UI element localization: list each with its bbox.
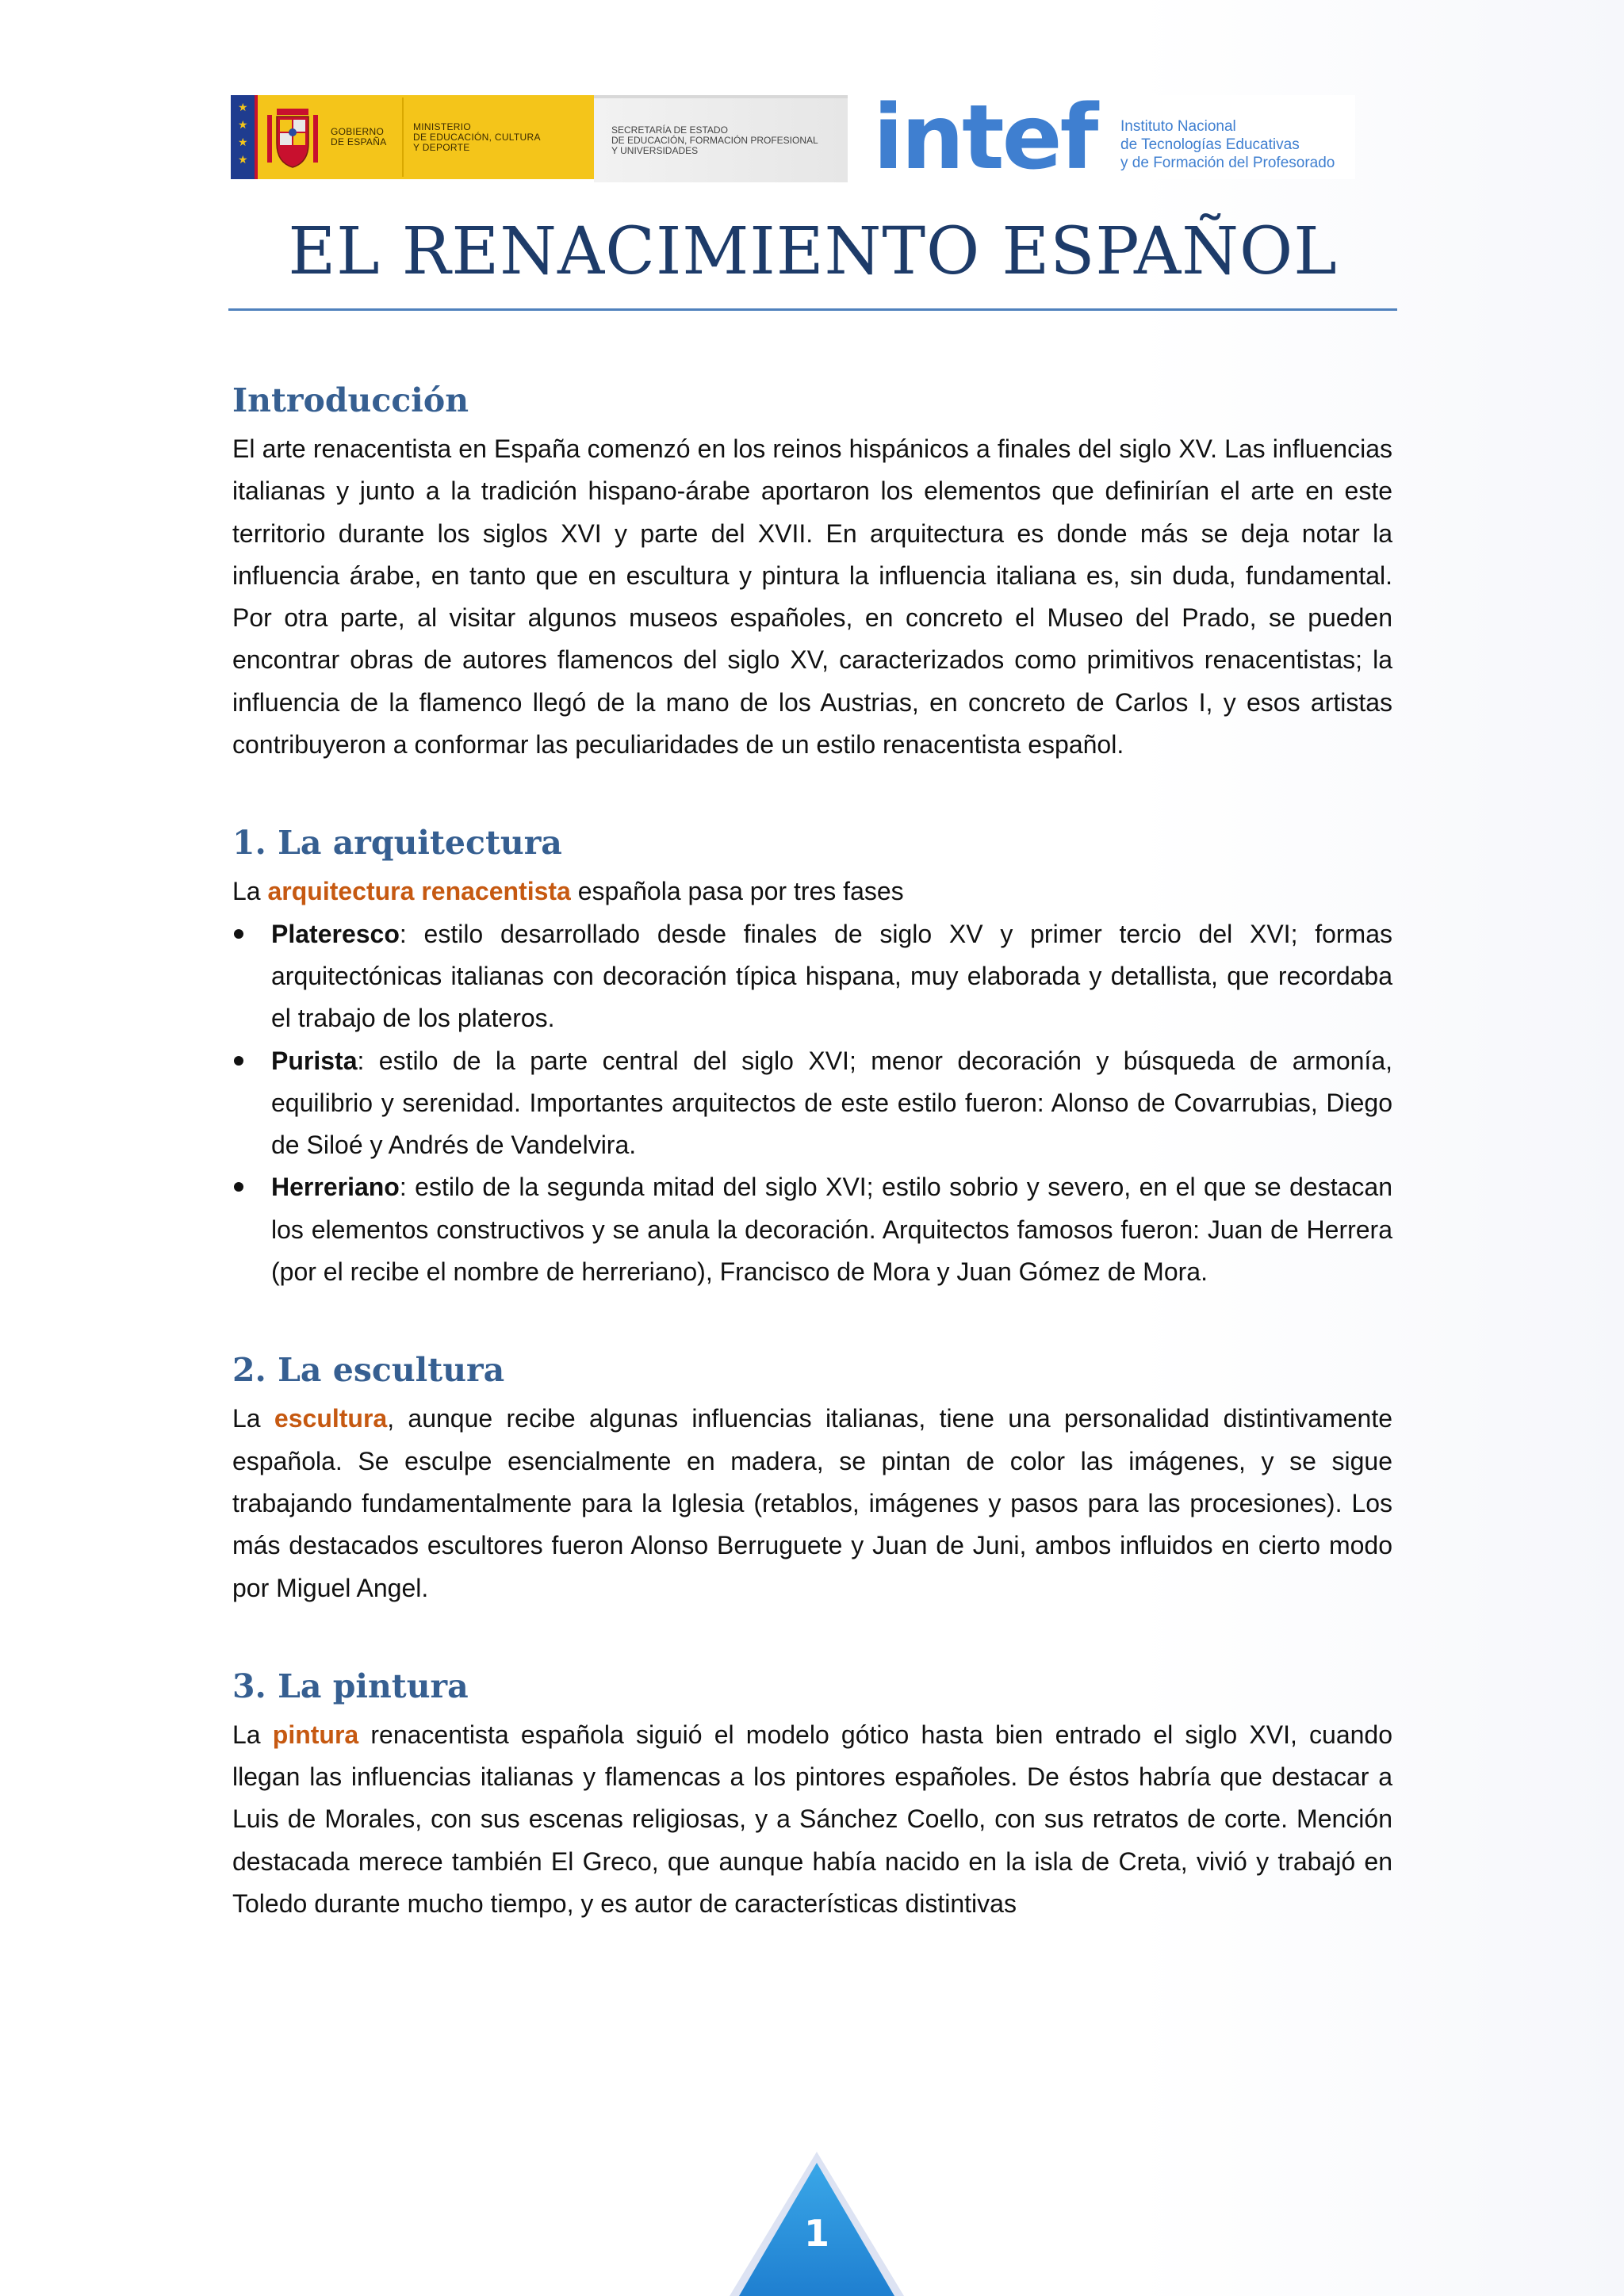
intef-line-2: de Tecnologías Educativas [1120,136,1300,153]
intef-line-3: y de Formación del Profesorado [1120,155,1335,171]
secretary-line-1: SECRETARÍA DE ESTADO [611,124,728,136]
ministry-line-1: MINISTERIO [413,121,472,132]
page-number: 1 [803,2212,829,2255]
intef-wordmark: intef [873,86,1097,189]
keyword-link: escultura [274,1404,388,1433]
title-divider [228,308,1397,311]
intef-logo [848,86,1355,189]
gobierno-ministerio-logo [231,95,594,179]
paragraph: La escultura, aunque recibe algunas influencias italianas, tiene una personalidad distintivamente española. Se esculpe esencialmente en madera, se pintan de color las imágenes, y se sigue trabajando fundamentalmente para la Iglesia (retablos, imágenes y pasos para las procesiones). Los más destacados escultores fueron Alonso Berruguete y Juan de Juni, ambos influidos en cierto modo por Miguel Angel. [232,1404,1393,1602]
list-item-term: Herreriano [271,1173,400,1202]
secretaria-logo [594,95,848,182]
list-item-term: Plateresco [271,919,400,948]
ministry-line-3: Y DEPORTE [413,141,470,153]
list-item-text: : estilo desarrollado desde finales de siglo XV y primer tercio del XVI; formas arquitectónicas italianas con decoración típica hispana, muy elaborada y detallista, que recordaba el trabajo de los plateros. [271,919,1392,1033]
list-item-term: Purista [271,1046,358,1075]
section-heading: 3. La pintura [232,1667,469,1705]
section-introduccion [232,373,1392,766]
gov-line-1: GOBIERNO [331,126,385,137]
keyword-link: arquitectura renacentista [267,877,571,906]
document-body [232,373,1392,1925]
secretary-line-2: DE EDUCACIÓN, FORMACIÓN PROFESIONAL [611,134,818,146]
section-escultura [232,1342,1392,1609]
secretary-line-3: Y UNIVERSIDADES [611,144,699,156]
list-item-text: : estilo de la segunda mitad del siglo XVI; estilo sobrio y severo, en el que se destacan los elementos constructivos y se anula la decoración. Arquitectos famosos fueron: Juan de Herrera (por el recibe el nombre de herreriano), Francisco de Mora y Juan Gómez de Mora. [271,1173,1392,1287]
gobierno-text [331,98,404,177]
paragraph: La arquitectura renacentista española pasa por tres fases [232,877,904,906]
list-item [232,1166,1392,1293]
coat-of-arms-icon [266,104,320,170]
section-heading: 2. La escultura [232,1351,505,1390]
ministerio-text [413,122,564,153]
list-item [232,1040,1392,1167]
page-title: EL RENACIMIENTO ESPAÑOL [288,214,1338,289]
paragraph: El arte renacentista en España comenzó en los reinos hispánicos a finales del siglo XV. Las influencias italianas y junto a la tradición hispano-árabe aportaron los elementos que definirían el arte en este territorio durante los siglos XVI y parte del XVII. En arquitectura es donde más se deja notar la influencia árabe, en tanto que en escultura y pintura la influencia italiana es, sin duda, fundamental. Por otra parte, al visitar algunos museos españoles, en concreto el Museo del Prado, se pueden encontrar obras de autores flamencos del siglo XV, caracterizados como primitivos renacentistas; la influencia de la flamenco llegó de la mano de los Austrias, en concreto de Carlos I, y esos artistas contribuyeron a conformar las peculiaridades de un estilo renacentista español. [232,434,1392,760]
intef-subtitle [1120,117,1335,172]
section-heading: Introducción [232,381,469,419]
paragraph: La pintura renacentista española siguió el modelo gótico hasta bien entrado el siglo XVI, cuando llegan las influencias italianas y flamencas a los pintores españoles. De éstos habría que destacar a Luis de Morales, con sus escenas religiosas, y a Sánchez Coello, con sus retratos de corte. Mención destacada merece también El Greco, que aunque había nacido en la isla de Creta, vivió y trabajó en Toledo durante mucho tiempo, y es autor de características distintivas [232,1720,1392,1919]
gov-line-2: DE ESPAÑA [331,136,387,147]
section-pintura [232,1659,1392,1925]
intef-line-1: Instituto Nacional [1120,118,1236,135]
header-banner [231,86,1355,189]
list-item [232,913,1392,1040]
ministry-line-2: DE EDUCACIÓN, CULTURA [413,131,541,143]
section-heading: 1. La arquitectura [232,824,562,863]
keyword-link: pintura [272,1720,359,1749]
eu-flag-strip: ★ ★ ★ ★ [231,95,258,179]
section-arquitectura [232,815,1392,1293]
phases-list [232,913,1392,1294]
list-item-text: : estilo de la parte central del siglo XVI; menor decoración y búsqueda de armonía, equilibrio y serenidad. Importantes arquitectos de este estilo fueron: Alonso de Covarrubias, Diego de Siloé y Andrés de Vandelvira. [271,1046,1392,1160]
